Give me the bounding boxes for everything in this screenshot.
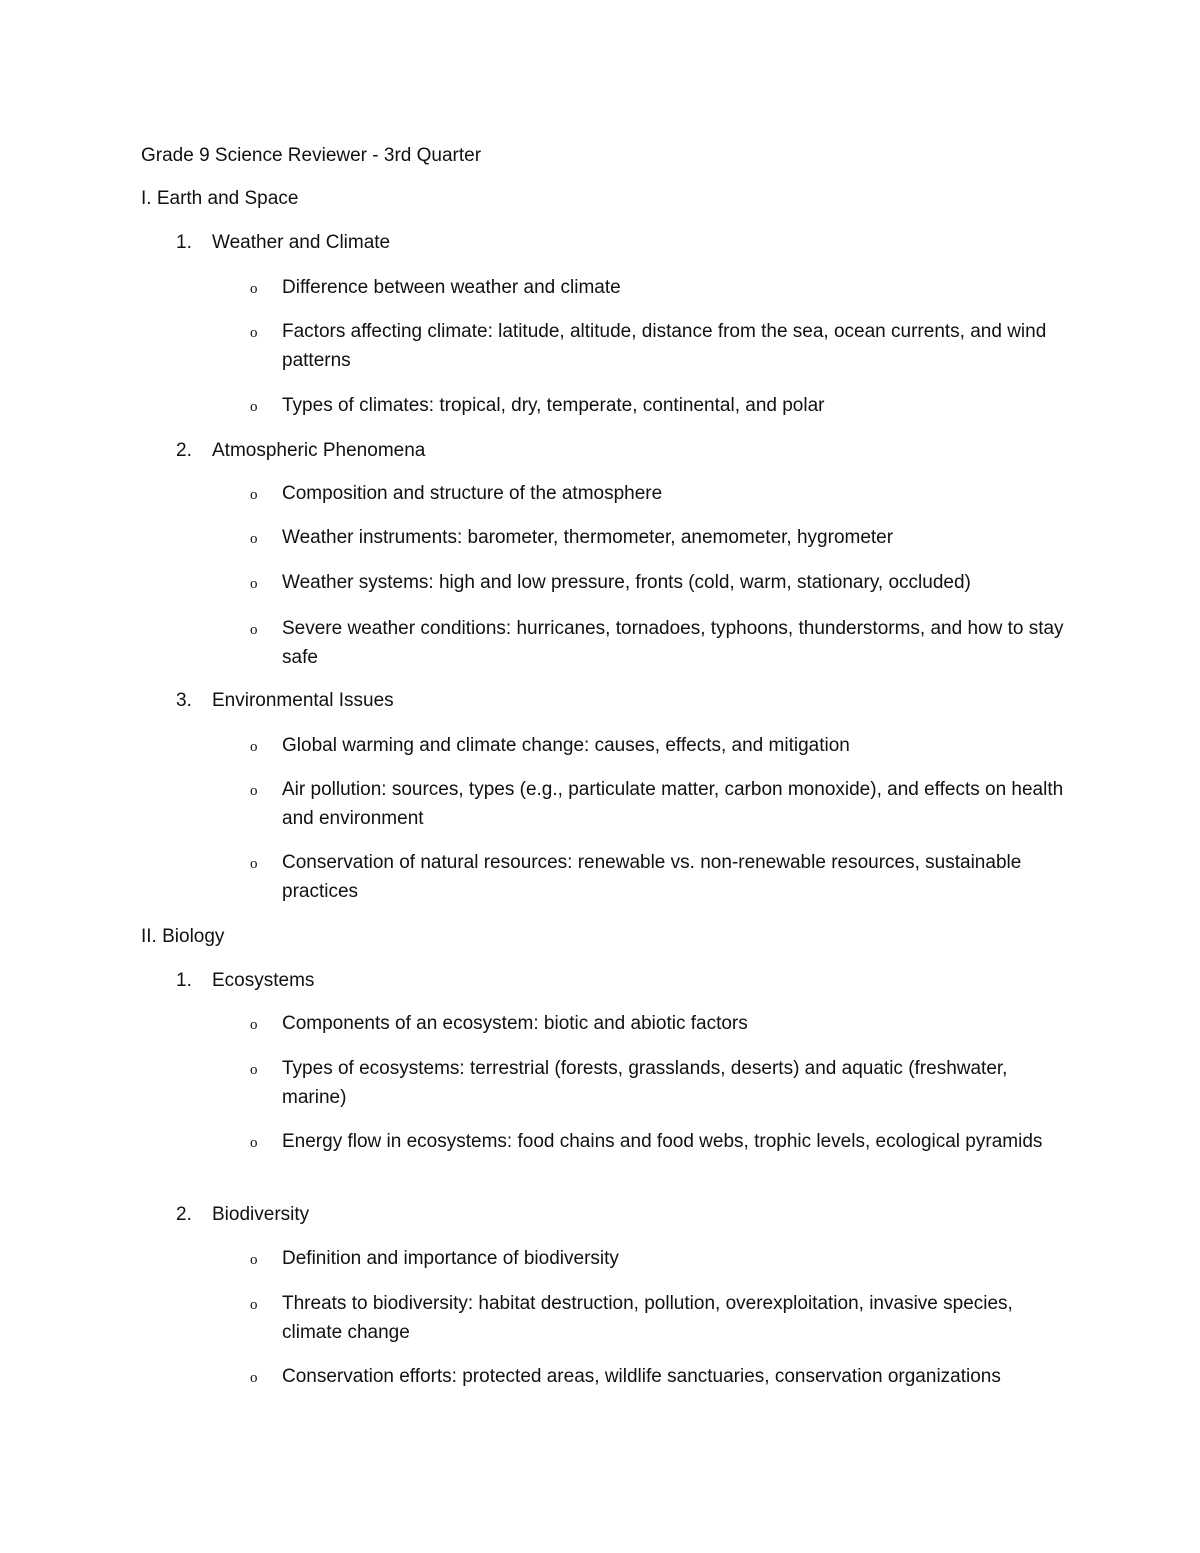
list-item: Conservation of natural resources: renewable vs. non-renewable resources, sustainable practices	[282, 852, 1022, 902]
bullet-marker: o	[250, 783, 258, 799]
list-item: Types of climates: tropical, dry, temperate, continental, and polar	[282, 395, 825, 416]
list-item: Weather systems: high and low pressure, fronts (cold, warm, stationary, occluded)	[282, 572, 971, 593]
list-item: Composition and structure of the atmosphere	[282, 483, 663, 504]
bullet-marker: o	[250, 1252, 258, 1268]
list-item: Threats to biodiversity: habitat destruction, pollution, overexploitation, invasive species, climate change	[282, 1293, 1013, 1343]
topic-label-biodiversity: Biodiversity	[212, 1204, 310, 1225]
list-item: Types of ecosystems: terrestrial (forests, grasslands, deserts) and aquatic (freshwater, marine)	[282, 1058, 1008, 1108]
topic-number: 1.	[176, 232, 192, 253]
section-heading-biology: II. Biology	[141, 926, 225, 947]
topic-label-atmospheric-phenomena: Atmospheric Phenomena	[212, 440, 426, 461]
topic-number: 2.	[176, 440, 192, 461]
topic-number: 1.	[176, 970, 192, 991]
bullet-marker: o	[250, 622, 258, 638]
bullet-marker: o	[250, 1297, 258, 1313]
list-item: Severe weather conditions: hurricanes, tornadoes, typhoons, thunderstorms, and how to stay safe	[282, 618, 1064, 668]
bullet-marker: o	[250, 1370, 258, 1386]
list-item: Conservation efforts: protected areas, wildlife sanctuaries, conservation organizations	[282, 1366, 1001, 1387]
list-item: Components of an ecosystem: biotic and abiotic factors	[282, 1013, 748, 1034]
bullet-marker: o	[250, 399, 258, 415]
bullet-marker: o	[250, 1017, 258, 1033]
list-item: Air pollution: sources, types (e.g., particulate matter, carbon monoxide), and effects on health and environment	[282, 779, 1064, 829]
topic-label-ecosystems: Ecosystems	[212, 970, 315, 991]
list-item: Energy flow in ecosystems: food chains and food webs, trophic levels, ecological pyramids	[282, 1131, 1043, 1152]
list-item: Definition and importance of biodiversity	[282, 1248, 619, 1269]
list-item: Weather instruments: barometer, thermometer, anemometer, hygrometer	[282, 527, 894, 548]
bullet-marker: o	[250, 1135, 258, 1151]
topic-label-weather-and-climate: Weather and Climate	[212, 232, 391, 253]
list-item: Global warming and climate change: causes, effects, and mitigation	[282, 735, 850, 756]
bullet-marker: o	[250, 856, 258, 872]
bullet-marker: o	[250, 281, 258, 297]
list-item: Factors affecting climate: latitude, altitude, distance from the sea, ocean currents, and wind patterns	[282, 321, 1047, 371]
section-heading-earth-and-space: I. Earth and Space	[141, 188, 299, 209]
bullet-marker: o	[250, 576, 258, 592]
bullet-marker: o	[250, 325, 258, 341]
bullet-marker: o	[250, 531, 258, 547]
topic-number: 2.	[176, 1204, 192, 1225]
list-item: Difference between weather and climate	[282, 277, 621, 298]
topic-label-environmental-issues: Environmental Issues	[212, 690, 394, 711]
document-title: Grade 9 Science Reviewer - 3rd Quarter	[141, 145, 482, 166]
bullet-marker: o	[250, 487, 258, 503]
bullet-marker: o	[250, 739, 258, 755]
bullet-marker: o	[250, 1062, 258, 1078]
topic-number: 3.	[176, 690, 192, 711]
